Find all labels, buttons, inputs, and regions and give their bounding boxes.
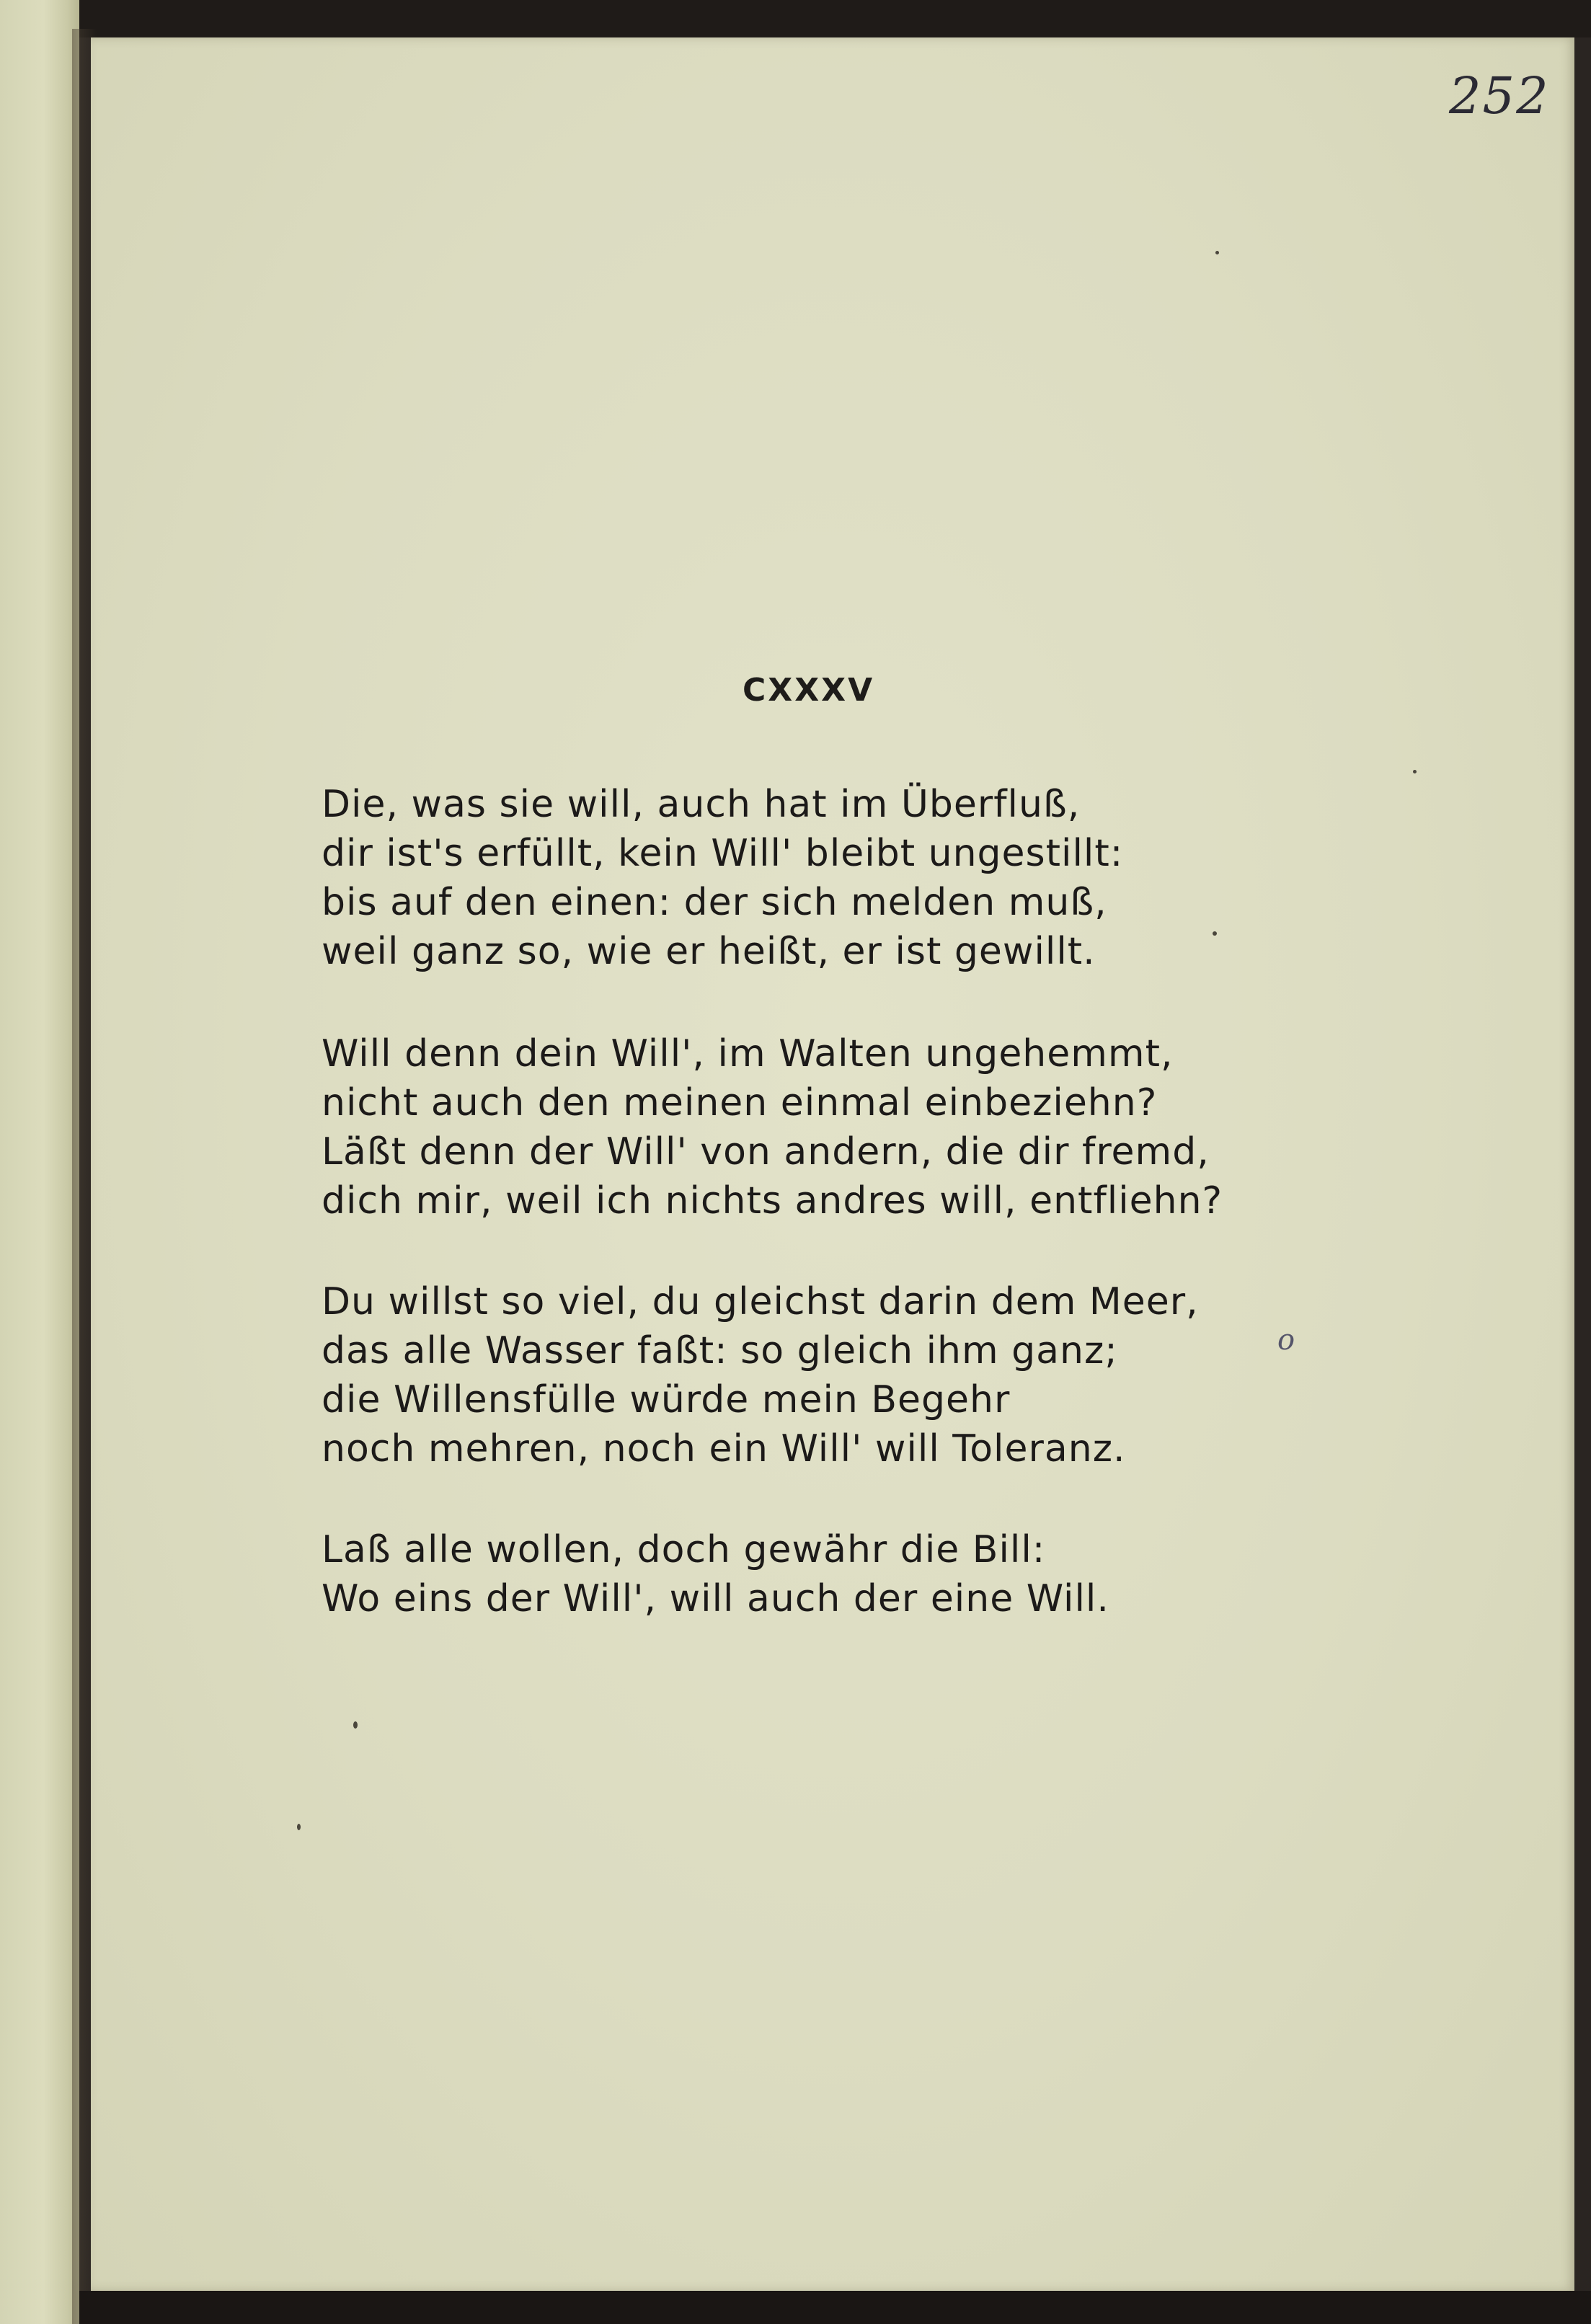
paper-speck: [297, 1824, 301, 1830]
poem-line: dir ist's erfüllt, kein Will' bleibt ungestillt:: [322, 832, 1124, 875]
poem-line: Die, was sie will, auch hat im Überfluß,: [322, 783, 1081, 826]
poem-line: noch mehren, noch ein Will' will Toleranz.: [322, 1427, 1126, 1471]
paper-speck: [1215, 251, 1219, 254]
paper-speck: [1413, 770, 1417, 773]
poem-line: nicht auch den meinen einmal einbeziehn?: [322, 1081, 1158, 1125]
poem-line: Wo eins der Will', will auch der eine Will.: [322, 1577, 1109, 1620]
poem-line: dich mir, weil ich nichts andres will, entfliehn?: [322, 1179, 1223, 1223]
paper-speck: [353, 1721, 358, 1729]
poem-line: weil ganz so, wie er heißt, er ist gewillt.: [322, 930, 1096, 973]
stanza-1: [322, 780, 1331, 976]
facing-page-edge: [0, 0, 79, 2324]
poem-line: bis auf den einen: der sich melden muß,: [322, 881, 1107, 924]
poem-line: das alle Wasser faßt: so gleich ihm ganz;: [322, 1329, 1118, 1372]
stanza-3: [322, 1277, 1331, 1473]
stanza-4: [322, 1525, 1331, 1623]
poem-line: Laß alle wollen, doch gewähr die Bill:: [322, 1528, 1046, 1571]
poem-line: Will denn dein Will', im Walten ungehemmt,: [322, 1032, 1174, 1075]
scan-top-edge: [0, 0, 1591, 37]
poem-line: Läßt denn der Will' von andern, die dir fremd,: [322, 1130, 1210, 1174]
poem-heading: CXXXV: [743, 672, 875, 709]
stanza-2: [322, 1029, 1331, 1225]
page-number: 252: [1449, 66, 1550, 125]
margin-pencil-mark: o: [1277, 1323, 1295, 1357]
poem-line: Du willst so viel, du gleichst darin dem Meer,: [322, 1280, 1199, 1323]
poem-line: die Willensfülle würde mein Begehr: [322, 1378, 1011, 1422]
scan-bottom-edge: [79, 2291, 1591, 2324]
